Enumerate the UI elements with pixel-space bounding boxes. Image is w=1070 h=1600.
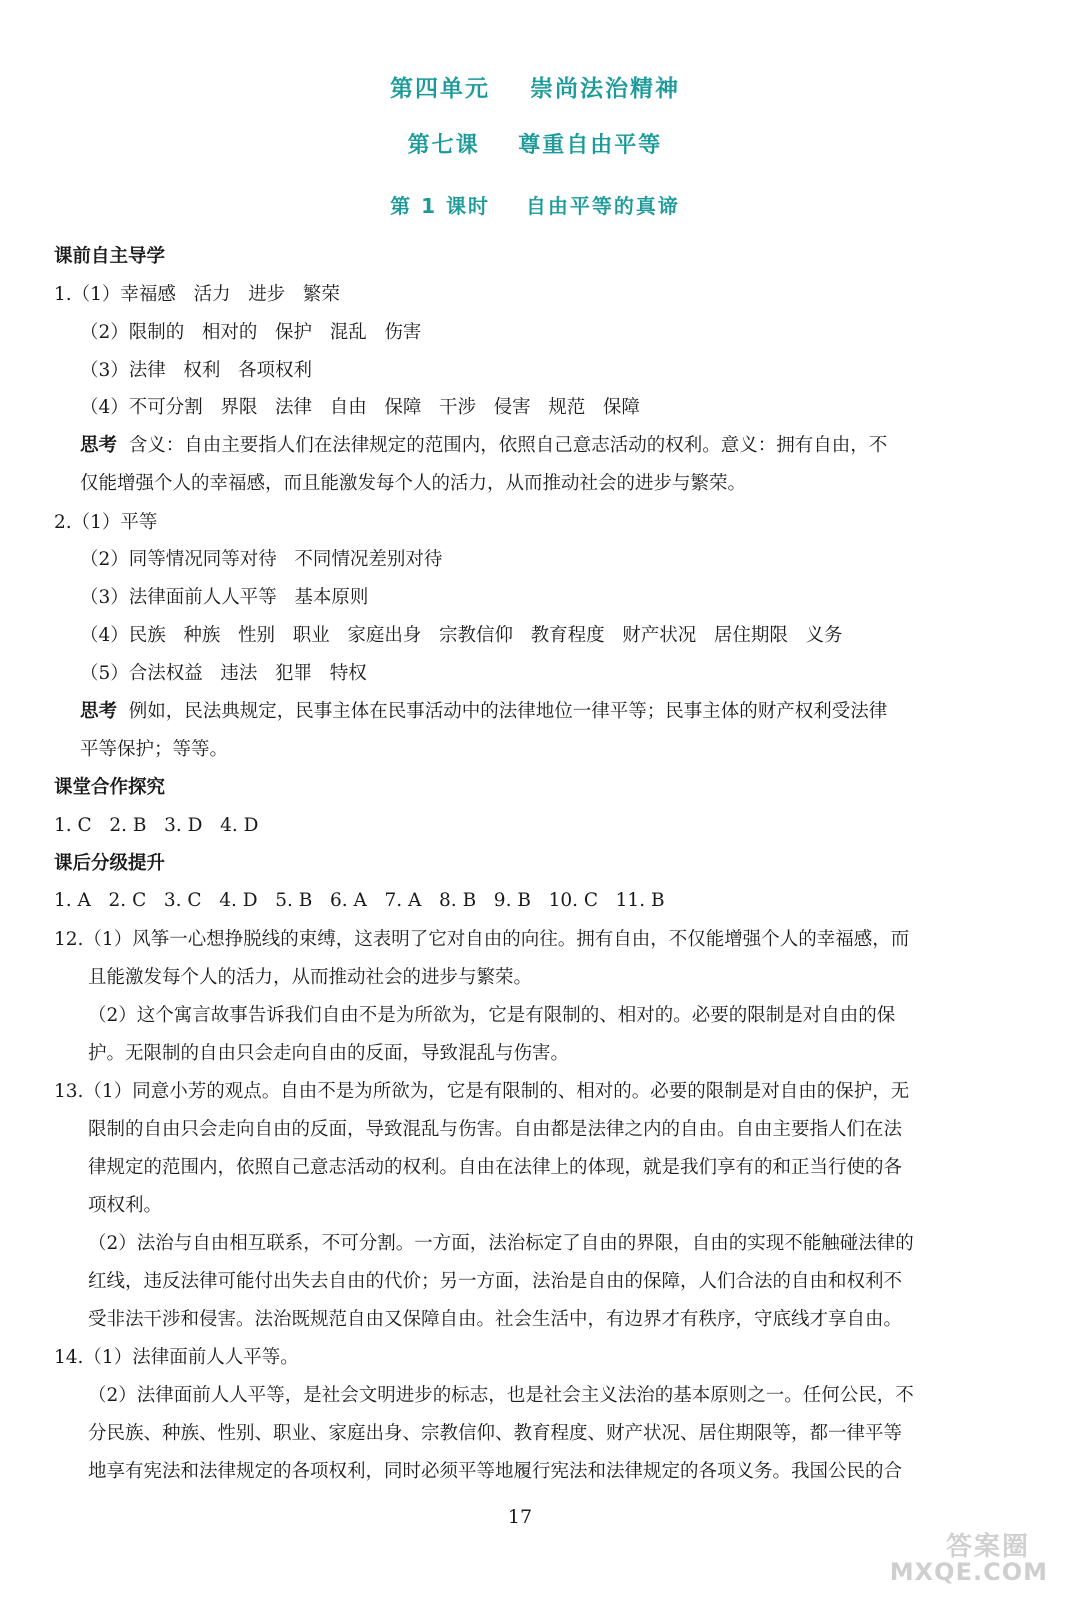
think-label: 思考 <box>80 701 118 722</box>
watermark-logo <box>858 1526 1048 1586</box>
lesson-title: 第七课 尊重自由平等 <box>407 133 663 158</box>
think-text: 例如，民法典规定，民事主体在民事活动中的法律地位一律平等；民事主体的财产权利受法律 <box>128 701 888 722</box>
answer-line: 13.（1）同意小芳的观点。自由不是为所欲为，它是有限制的、相对的。必要的限制是对自由的保护，无 <box>54 1081 910 1102</box>
answer-line: （2）这个寓言故事告诉我们自由不是为所欲为，它是有限制的、相对的。必要的限制是对自由的保 <box>88 1005 896 1026</box>
think-paragraph <box>80 701 887 723</box>
think-label: 思考 <box>80 435 118 456</box>
answer-line: （2）法治与自由相互联系，不可分割。一方面，法治标定了自由的界限，自由的实现不能触碰法律的 <box>88 1233 914 1254</box>
answer-line: 地享有宪法和法律规定的各项权利，同时必须平等地履行宪法和法律规定的各项义务。我国公民的合 <box>88 1461 903 1482</box>
answer-line: 14.（1）法律面前人人平等。 <box>54 1347 299 1368</box>
answer-line: （2）限制的 相对的 保护 混乱 伤害 <box>80 322 422 343</box>
answer-line: （2）法律面前人人平等，是社会文明进步的标志，也是社会主义法治的基本原则之一。任何公民，不 <box>88 1385 914 1406</box>
section-pre-study: 课前自主导学 <box>54 246 166 267</box>
answer-line: （5）合法权益 违法 犯罪 特权 <box>80 663 367 684</box>
answer-line: 分民族、种族、性别、职业、家庭出身、宗教信仰、教育程度、财产状况、居住期限等，都一律平等 <box>88 1423 903 1444</box>
page-number: 17 <box>507 1506 533 1528</box>
answer-line: 12.（1）风筝一心想挣脱线的束缚，这表明了它对自由的向往。拥有自由，不仅能增强个人的幸福感，而 <box>54 929 910 950</box>
answer-line: 平等保护；等等。 <box>80 739 229 760</box>
answer-line: 2.（1）平等 <box>54 512 158 533</box>
answer-line: 红线，违反法律可能付出失去自由的代价；另一方面，法治是自由的保障，人们合法的自由和权利不 <box>88 1271 903 1292</box>
think-text: 含义：自由主要指人们在法律规定的范围内，依照自己意志活动的权利。意义：拥有自由，不 <box>128 435 888 456</box>
period-title: 第 1 课时 自由平等的真谛 <box>390 194 680 218</box>
answer-line: 仅能增强个人的幸福感，而且能激发每个人的活力，从而推动社会的进步与繁荣。 <box>80 473 747 494</box>
answer-line: 1. A 2. C 3. C 4. D 5. B 6. A 7. A 8. B 9. B 10. C 11. B <box>54 890 665 911</box>
answer-line: 项权利。 <box>88 1195 163 1216</box>
answer-line: （4）民族 种族 性别 职业 家庭出身 宗教信仰 教育程度 财产状况 居住期限 义务 <box>80 625 843 646</box>
answer-line: 律规定的范围内，依照自己意志活动的权利。自由在法律上的体现，就是我们享有的和正当行使的各 <box>88 1157 903 1178</box>
section-class-explore: 课堂合作探究 <box>54 777 166 798</box>
answer-line: 限制的自由只会走向自由的反面，导致混乱与伤害。自由都是法律之内的自由。自由主要指人们在法 <box>88 1119 903 1140</box>
answer-line: 且能激发每个人的活力，从而推动社会的进步与繁荣。 <box>88 967 533 988</box>
watermark-top: 答案圈 <box>945 1532 1030 1562</box>
answer-line: 1.（1）幸福感 活力 进步 繁荣 <box>54 284 340 305</box>
section-after-class: 课后分级提升 <box>54 853 166 874</box>
answer-line: （4）不可分割 界限 法律 自由 保障 干涉 侵害 规范 保障 <box>80 397 640 418</box>
answer-line: 护。无限制的自由只会走向自由的反面，导致混乱与伤害。 <box>88 1043 570 1064</box>
answer-line: （3）法律 权利 各项权利 <box>80 360 313 381</box>
unit-title: 第四单元 崇尚法治精神 <box>389 76 681 102</box>
answer-line: （2）同等情况同等对待 不同情况差别对待 <box>80 549 443 570</box>
answer-line: （3）法律面前人人平等 基本原则 <box>80 587 369 608</box>
answer-line: 1. C 2. B 3. D 4. D <box>54 815 259 836</box>
answer-line: 受非法干涉和侵害。法治既规范自由又保障自由。社会生活中，有边界才有秩序，守底线才享自由。 <box>88 1309 903 1330</box>
think-paragraph <box>80 435 887 457</box>
watermark-bottom: MXQE.COM <box>889 1558 1048 1586</box>
